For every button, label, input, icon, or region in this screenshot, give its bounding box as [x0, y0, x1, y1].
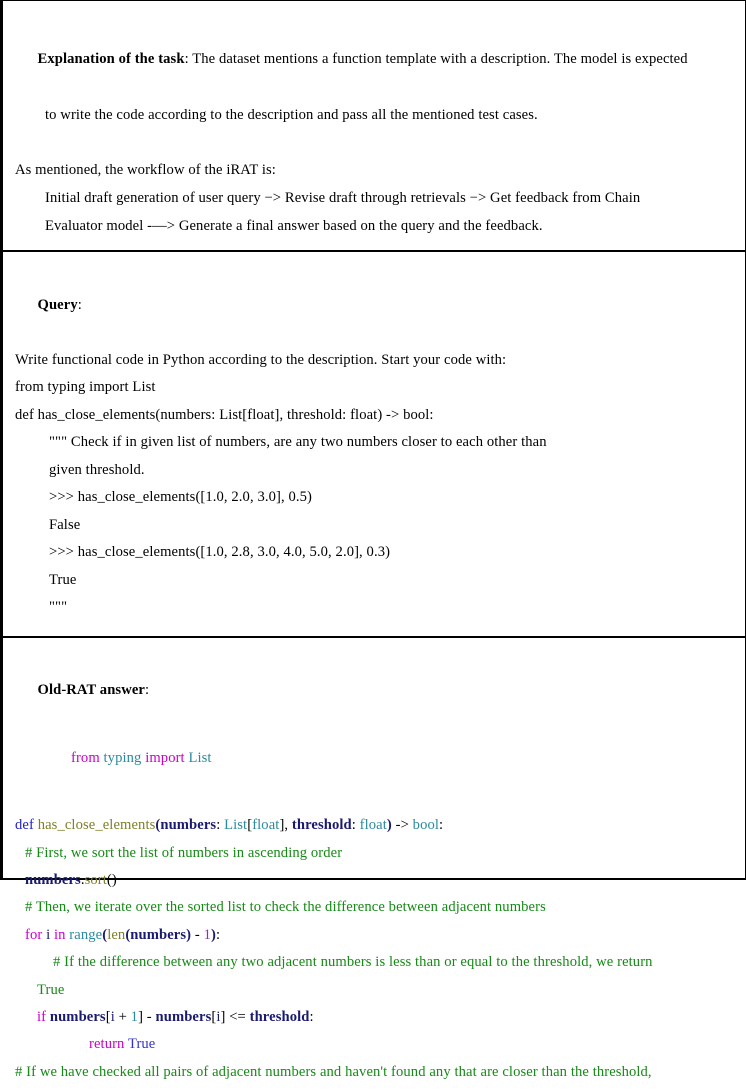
code-end-colon: :	[216, 927, 220, 943]
query-docstring-line-2: given threshold.	[15, 457, 735, 485]
code-paren-open-2: (	[125, 927, 130, 943]
code-if-line	[15, 1004, 735, 1031]
query-heading-line	[15, 264, 735, 347]
query-instruction: Write functional code in Python according to the description. Start your code with:	[15, 347, 735, 375]
code-var-threshold: threshold	[250, 1009, 310, 1025]
code-comment-2: # Then, we iterate over the sorted list to check the difference between adjacent numbers	[15, 894, 735, 921]
query-heading-suffix: :	[78, 297, 82, 313]
code-keyword-def: def	[15, 817, 34, 833]
code-boolean-true: True	[128, 1036, 155, 1052]
code-var-i-2: i	[216, 1009, 220, 1025]
code-for-line	[15, 922, 735, 949]
code-method-sort: sort	[85, 872, 107, 888]
code-comment-1: # First, we sort the list of numbers in ascending order	[15, 840, 735, 867]
spacer	[15, 772, 735, 799]
code-return-line	[15, 1031, 735, 1058]
query-import-line: from typing import List	[15, 374, 735, 402]
code-end-colon: :	[439, 817, 443, 833]
code-comment-4: # If we have checked all pairs of adjacent numbers and haven't found any that are closer than the threshold,	[15, 1059, 735, 1086]
code-index-open-1: [	[106, 1009, 111, 1025]
code-type-float-2: float	[360, 817, 387, 833]
code-keyword-if: if	[37, 1009, 46, 1025]
code-var-numbers-2: numbers	[156, 1009, 212, 1025]
code-keyword-for: for	[25, 927, 42, 943]
spacer	[15, 732, 735, 745]
query-docstring-line-7: """	[15, 594, 735, 622]
code-keyword-in: in	[54, 927, 66, 943]
code-arg-threshold: threshold	[292, 817, 352, 833]
section-query	[3, 250, 745, 636]
code-parens: ()	[107, 872, 117, 888]
code-minus: -	[143, 1009, 155, 1025]
code-arg-numbers: numbers	[160, 817, 216, 833]
query-docstring-line-3: >>> has_close_elements([1.0, 2.0, 3.0], 0.5)	[15, 484, 735, 512]
query-docstring-line-6: True	[15, 567, 735, 595]
query-docstring-line-5: >>> has_close_elements([1.0, 2.8, 3.0, 4.0, 5.0, 2.0], 0.3)	[15, 539, 735, 567]
code-comment-3-line-1: # If the difference between any two adjacent numbers is less than or equal to the threshold, we return	[15, 949, 735, 976]
code-comma: ,	[284, 817, 292, 833]
code-var-numbers-1: numbers	[50, 1009, 106, 1025]
code-paren-close: )	[387, 817, 392, 833]
code-paren-close: )	[211, 927, 216, 943]
explanation-line-2: to write the code according to the description and pass all the mentioned test cases.	[15, 101, 735, 129]
code-index-close-2: ]	[220, 1009, 225, 1025]
code-plus: +	[115, 1009, 131, 1025]
code-colon-2: :	[352, 817, 360, 833]
answer-heading: Old-RAT answer	[38, 682, 145, 698]
code-var-numbers: numbers	[130, 927, 186, 943]
query-docstring-line-1: """ Check if in given list of numbers, are any two numbers closer to each other than	[15, 429, 735, 457]
section-old-rat-answer	[3, 636, 745, 1092]
code-import-line	[15, 745, 735, 772]
code-type-bool: bool	[413, 817, 439, 833]
answer-heading-line	[15, 650, 735, 732]
code-keyword-return: return	[89, 1036, 124, 1052]
code-paren-open: (	[102, 927, 107, 943]
code-minus: -	[191, 927, 203, 943]
explanation-heading-suffix: :	[185, 51, 189, 67]
query-docstring-line-4: False	[15, 512, 735, 540]
code-bracket-open: [	[247, 817, 252, 833]
code-var-i-1: i	[111, 1009, 115, 1025]
code-module-typing: typing	[104, 750, 142, 766]
code-type-float-1: float	[252, 817, 279, 833]
code-paren-close-2: )	[186, 927, 191, 943]
code-dot: .	[81, 872, 85, 888]
code-keyword-import: import	[145, 750, 185, 766]
workflow-intro: As mentioned, the workflow of the iRAT is:	[15, 156, 735, 184]
workflow-line-1: Initial draft generation of user query −> Revise draft through retrievals −> Get feedback from Chain	[15, 184, 735, 212]
code-arrow: ->	[392, 817, 413, 833]
spacer	[15, 129, 735, 156]
code-keyword-from: from	[71, 750, 100, 766]
code-type-list: List	[224, 817, 247, 833]
code-module-list: List	[188, 750, 211, 766]
code-paren-open: (	[155, 817, 160, 833]
code-builtin-len: len	[107, 927, 125, 943]
code-comment-3-line-2: True	[15, 977, 735, 1004]
query-heading: Query	[38, 297, 78, 313]
code-index-close-1: ]	[138, 1009, 143, 1025]
explanation-heading: Explanation of the task	[38, 51, 185, 67]
code-var-numbers: numbers	[25, 872, 81, 888]
code-def-line	[15, 812, 735, 839]
section-explanation	[3, 1, 745, 250]
code-builtin-range: range	[69, 927, 102, 943]
code-bracket-close: ]	[279, 817, 284, 833]
code-function-name: has_close_elements	[38, 817, 156, 833]
spacer	[15, 799, 735, 812]
answer-heading-suffix: :	[145, 682, 149, 698]
explanation-heading-line	[15, 17, 735, 101]
code-var-i: i	[46, 927, 50, 943]
code-index-open-2: [	[211, 1009, 216, 1025]
code-number-1: 1	[204, 927, 211, 943]
workflow-line-2: Evaluator model -—> Generate a final answer based on the query and the feedback.	[15, 212, 735, 240]
explanation-line-1: The dataset mentions a function template with a description. The model is expected	[189, 51, 688, 67]
code-colon-1: :	[216, 817, 224, 833]
query-def-line: def has_close_elements(numbers: List[float], threshold: float) -> bool:	[15, 402, 735, 430]
code-operator-lte: <=	[225, 1009, 249, 1025]
code-number-1: 1	[131, 1009, 138, 1025]
code-sort-line	[15, 867, 735, 894]
code-end-colon: :	[309, 1009, 313, 1025]
